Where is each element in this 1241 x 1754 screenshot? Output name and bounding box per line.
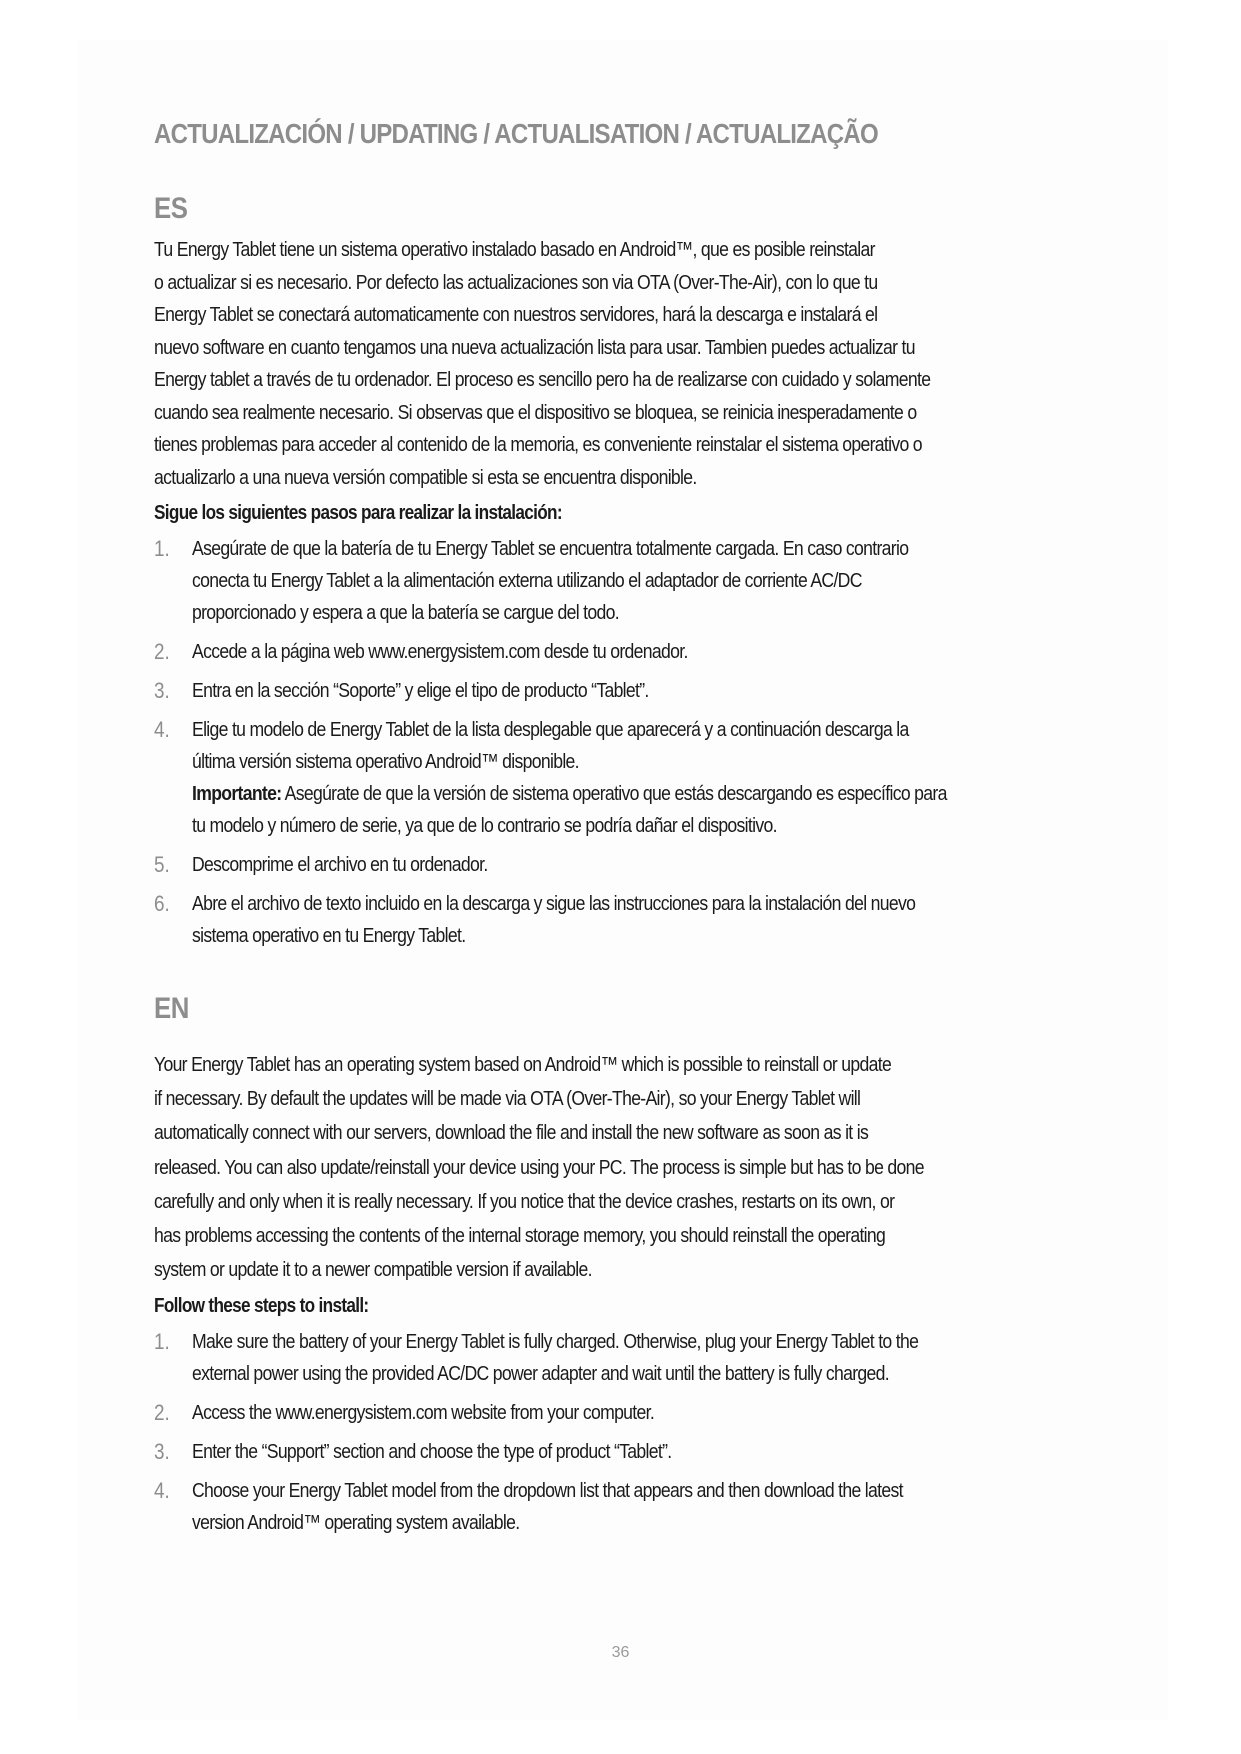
steps-heading-es: Sigue los siguientes pasos para realizar la instalación: xyxy=(154,502,562,524)
language-label-en: EN xyxy=(154,992,189,1025)
list-item xyxy=(154,1397,1094,1429)
steps-list-es xyxy=(154,533,1094,952)
page-title: ACTUALIZACIÓN / UPDATING / ACTUALISATION / ACTUALIZAÇÃO xyxy=(154,118,878,149)
list-item xyxy=(154,636,1094,668)
list-item xyxy=(154,1326,1094,1390)
step-text: Descomprime el archivo en tu ordenador. xyxy=(192,853,488,876)
section-en xyxy=(154,992,1094,1539)
step-number: 2. xyxy=(154,1400,170,1426)
step-number: 3. xyxy=(154,1439,170,1465)
step-number: 1. xyxy=(154,536,170,561)
step-text: Abre el archivo de texto incluido en la descarga y sigue las instrucciones para la instalación del nuevo sistema operativo en tu Energy Tablet. xyxy=(192,892,916,947)
step-text: Elige tu modelo de Energy Tablet de la lista desplegable que aparecerá y a continuación descarga la última versión sistema operativo Android™ disponible. xyxy=(192,718,909,773)
step-number: 3. xyxy=(154,678,170,703)
language-label-es: ES xyxy=(154,192,188,225)
important-text: Asegúrate de que la versión de sistema operativo que estás descargando es específico para tu modelo y número de serie, ya que de lo contrario se podría dañar el dispositivo. xyxy=(192,782,947,837)
steps-list-en xyxy=(154,1326,1094,1539)
list-item xyxy=(154,533,1094,629)
list-item xyxy=(154,1436,1094,1468)
step-text: Make sure the battery of your Energy Tablet is fully charged. Otherwise, plug your Energy Tablet to the external power using the provided AC/DC power adapter and wait until the battery is fully charged. xyxy=(192,1330,919,1386)
page-number: 36 xyxy=(611,1644,630,1661)
intro-paragraph-en: Your Energy Tablet has an operating system based on Android™ which is possible to reinstall or update if necessary. By default the updates will be made via OTA (Over-The-Air), so your Energy Tablet will automatically connect with our servers, download the file and install the new software as soon as it is released. You can also update/reinstall your device using your PC. The process is simple but has to be done carefully and only when it is really necessary. If you notice that the device crashes, restarts on its own, or has problems accessing the contents of the internal storage memory, you should reinstall the operating system or update it to a newer compatible version if available. xyxy=(154,1053,924,1282)
important-note xyxy=(192,778,1104,842)
step-number: 6. xyxy=(154,891,170,916)
step-text: Accede a la página web www.energysistem.com desde tu ordenador. xyxy=(192,640,688,663)
step-text: Choose your Energy Tablet model from the dropdown list that appears and then download the latest version Android™ operating system available. xyxy=(192,1479,903,1535)
intro-paragraph-es: Tu Energy Tablet tiene un sistema operativo instalado basado en Android™, que es posible reinstalar o actualizar si es necesario. Por defecto las actualizaciones son via OTA (Over-The-Air), con lo que tu Energy Tablet se conectará automaticamente con nuestros servidores, hará la descarga e instalará el nuevo software en cuanto tengamos una nueva actualización lista para usar. Tambien puedes actualizar tu Energy tablet a través de tu ordenador. El proceso es sencillo pero ha de realizarse con cuidado y solamente cuando sea realmente necesario. Si observas que el dispositivo se bloquea, se reinicia inesperadamente o tienes problemas para acceder al contenido de la memoria, es conveniente reinstalar el sistema operativo o actualizarlo a una nueva versión compatible si esta se encuentra disponible. xyxy=(154,238,931,489)
list-item xyxy=(154,849,1094,881)
step-number: 5. xyxy=(154,852,170,877)
step-text: Entra en la sección “Soporte” y elige el tipo de producto “Tablet”. xyxy=(192,679,649,702)
list-item xyxy=(154,675,1094,707)
step-number: 4. xyxy=(154,717,170,742)
section-es xyxy=(154,192,1094,952)
important-label: Importante: xyxy=(192,782,282,805)
step-text: Asegúrate de que la batería de tu Energy Tablet se encuentra totalmente cargada. En caso contrario conecta tu Energy Tablet a la alimentación externa utilizando el adaptador de corriente AC/DC proporcionado y espera a que la batería se cargue del todo. xyxy=(192,537,909,624)
step-text: Access the www.energysistem.com website from your computer. xyxy=(192,1401,655,1425)
document-content xyxy=(154,118,1094,1546)
list-item xyxy=(154,1475,1094,1539)
list-item xyxy=(154,888,1094,952)
step-number: 1. xyxy=(154,1329,170,1355)
step-number: 4. xyxy=(154,1478,170,1504)
step-number: 2. xyxy=(154,639,170,664)
list-item xyxy=(154,714,1094,842)
steps-heading-en: Follow these steps to install: xyxy=(154,1295,369,1318)
step-text: Enter the “Support” section and choose the type of product “Tablet”. xyxy=(192,1440,672,1464)
